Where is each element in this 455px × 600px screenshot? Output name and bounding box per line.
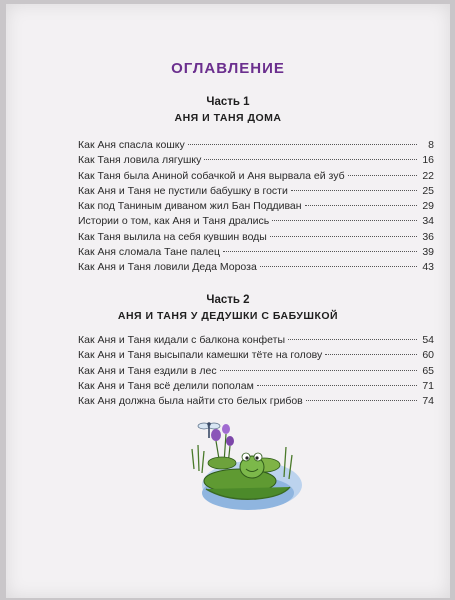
toc-entry-page: 54 — [422, 334, 434, 346]
toc-entry-page: 29 — [422, 200, 434, 213]
toc-entry-page: 60 — [422, 349, 434, 362]
dot-leader — [223, 251, 417, 252]
dot-leader — [204, 159, 417, 160]
toc-entry-page: 65 — [422, 364, 434, 377]
dot-leader — [220, 370, 417, 371]
toc-entry[interactable] — [78, 200, 434, 215]
dot-leader — [305, 205, 417, 206]
toc-entry-title: Как Таня была Аниной собачкой и Аня вырвала ей зуб — [78, 169, 345, 182]
part-2-title: АНЯ И ТАНЯ У ДЕДУШКИ С БАБУШКОЙ — [117, 310, 339, 322]
part-2-toc-list — [78, 334, 434, 410]
dot-leader — [291, 190, 417, 191]
toc-entry-page: 22 — [422, 169, 434, 182]
toc-entry-title: Как Аня и Таня высыпали камешки тёте на голову — [78, 349, 323, 362]
part-1-label: Часть 1 — [206, 96, 250, 108]
toc-entry-title: Как Аня и Таня всё делили пополам — [78, 379, 254, 392]
toc-entry[interactable] — [78, 261, 434, 276]
toc-entry[interactable] — [78, 365, 434, 380]
toc-entry-page: 16 — [422, 154, 434, 167]
toc-entry[interactable] — [78, 380, 434, 395]
toc-entry[interactable] — [78, 246, 434, 261]
toc-entry-page: 39 — [422, 246, 434, 259]
toc-title: ОГЛАВЛЕНИЕ — [171, 60, 285, 77]
toc-entry-title: Как Аня и Таня ездили в лес — [78, 364, 217, 377]
dot-leader — [348, 175, 417, 176]
toc-entry-title: Как Аня и Таня не пустили бабушку в гости — [78, 184, 288, 197]
toc-entry[interactable] — [78, 349, 434, 364]
dot-leader — [325, 354, 417, 355]
part-1-title: АНЯ И ТАНЯ ДОМА — [174, 112, 282, 124]
toc-entry-page: 43 — [422, 261, 434, 274]
toc-entry[interactable] — [78, 154, 434, 169]
toc-entry-title: Как Таня вылила на себя кувшин воды — [78, 230, 267, 243]
toc-entry-page: 36 — [422, 230, 434, 243]
toc-entry-page: 8 — [428, 139, 434, 151]
part-1-toc-list — [78, 139, 434, 277]
book-page — [6, 4, 450, 598]
dot-leader — [260, 266, 417, 267]
toc-entry-title: Как Аня должна была найти сто белых грибов — [78, 395, 303, 408]
toc-entry-title: Как Таня ловила лягушку — [78, 154, 202, 167]
toc-entry-page: 74 — [422, 395, 434, 408]
dot-leader — [288, 339, 417, 340]
toc-entry-title: Как Аня и Таня кидали с балкона конфеты — [78, 334, 286, 346]
toc-entry-title: Как Аня спасла кошку — [78, 139, 185, 151]
toc-entry[interactable] — [78, 215, 434, 230]
toc-entry-title: Как под Таниным диваном жил Бан Поддиван — [78, 200, 302, 213]
dot-leader — [306, 400, 417, 401]
toc-entry-page: 71 — [422, 379, 434, 392]
toc-entry-page: 25 — [422, 184, 434, 197]
dot-leader — [188, 144, 417, 145]
toc-entry[interactable] — [78, 231, 434, 246]
dot-leader — [257, 385, 417, 386]
toc-entry-title: Истории о том, как Аня и Таня дрались — [78, 215, 270, 228]
dot-leader — [272, 220, 417, 221]
toc-entry-page: 34 — [422, 215, 434, 228]
toc-entry[interactable] — [78, 185, 434, 200]
toc-entry-title: Как Аня и Таня ловили Деда Мороза — [78, 261, 257, 274]
toc-entry[interactable] — [78, 170, 434, 185]
frog-illustration — [186, 419, 304, 519]
part-2-label: Часть 2 — [206, 294, 250, 306]
dot-leader — [270, 236, 417, 237]
toc-entry[interactable] — [78, 139, 434, 154]
toc-entry[interactable] — [78, 334, 434, 349]
toc-entry-title: Как Аня сломала Тане палец — [78, 246, 220, 259]
toc-entry[interactable] — [78, 395, 434, 410]
